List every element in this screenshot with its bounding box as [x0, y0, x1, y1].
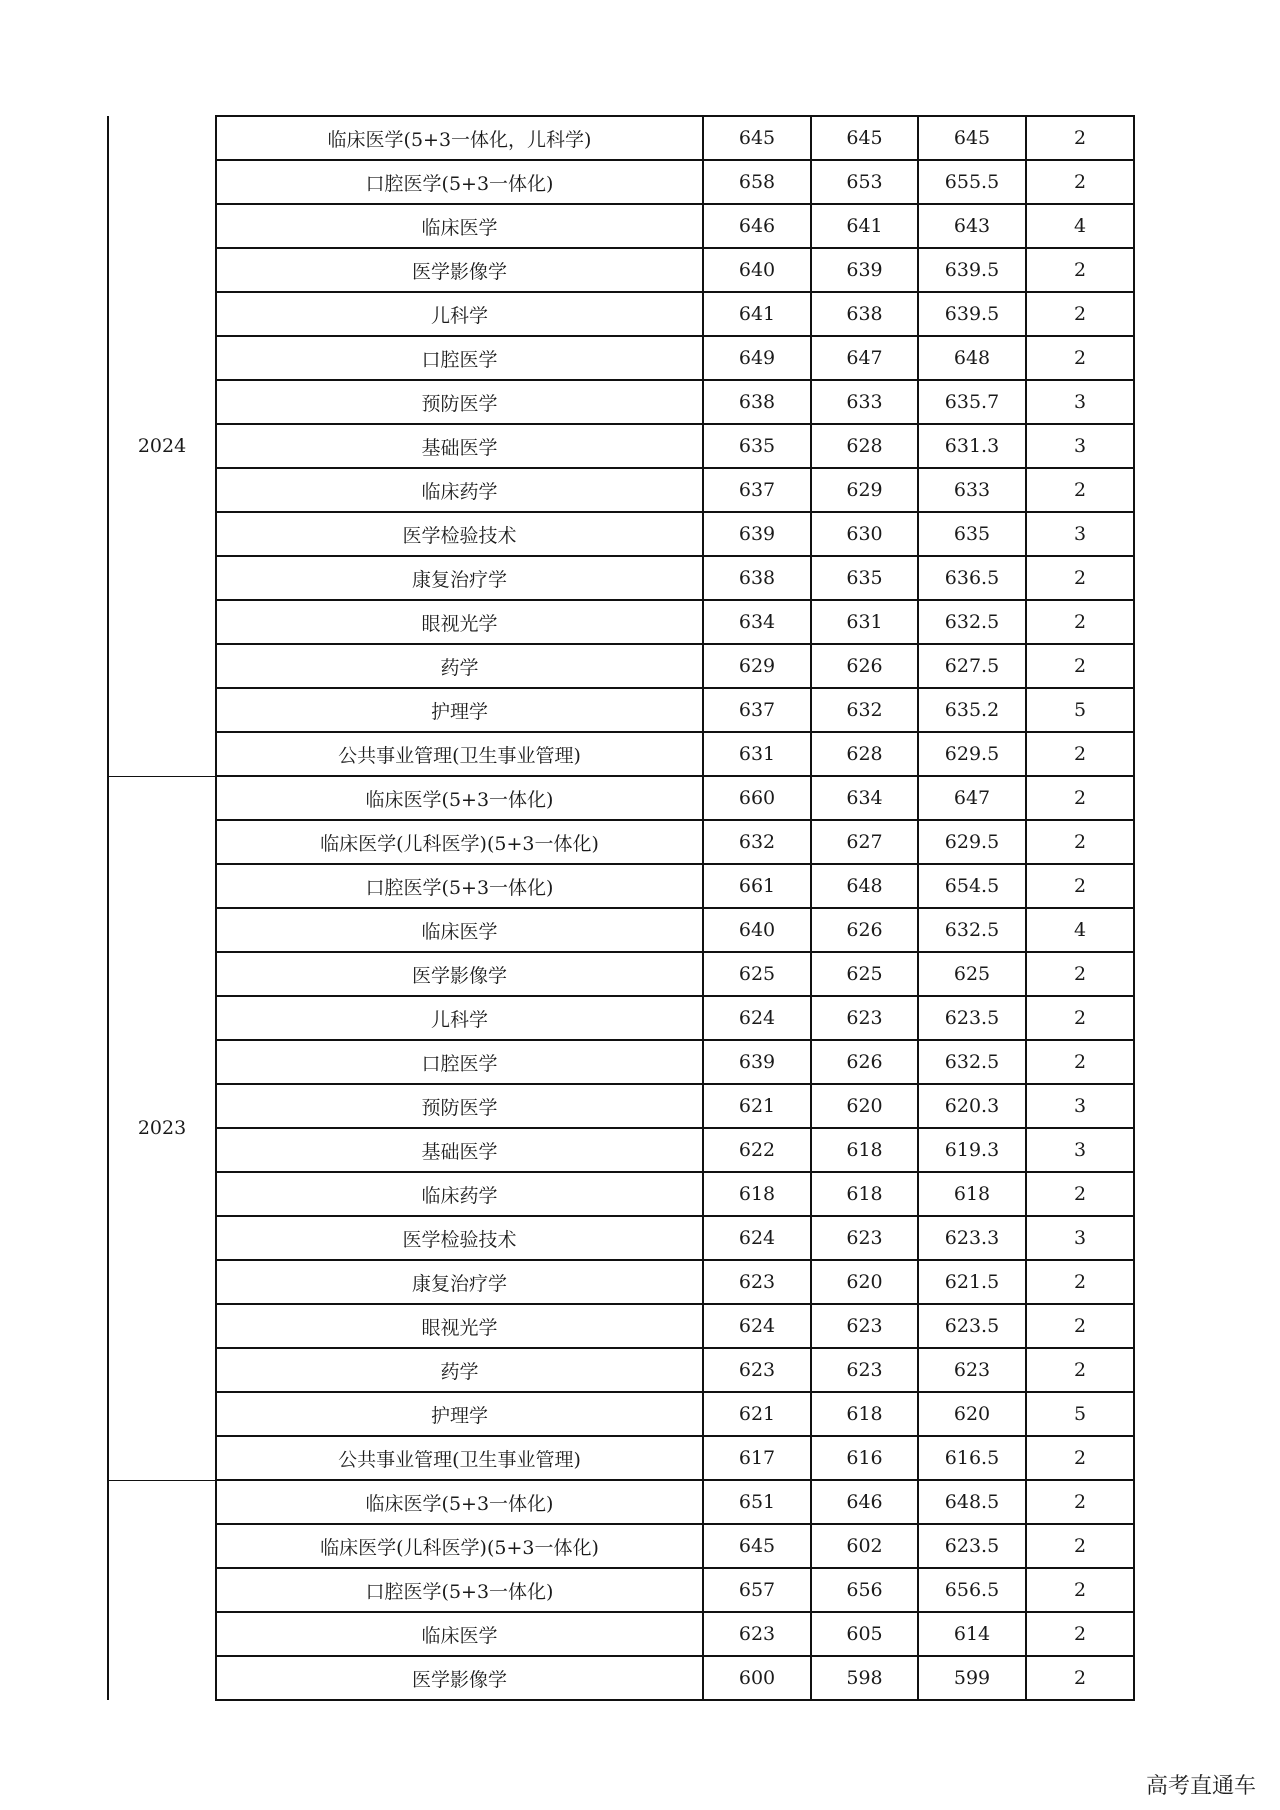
table-row — [108, 1040, 1134, 1084]
table-row — [108, 776, 1134, 820]
highest-score-cell: 624 — [703, 1216, 811, 1260]
average-score-cell: 623.5 — [918, 996, 1026, 1040]
average-score-cell: 623.5 — [918, 1304, 1026, 1348]
average-score-cell: 654.5 — [918, 864, 1026, 908]
average-score-cell: 623.3 — [918, 1216, 1026, 1260]
table-row — [108, 1656, 1134, 1700]
table-row — [108, 1348, 1134, 1392]
watermark-text: 高考直通车 — [1145, 1774, 1256, 1799]
highest-score-cell: 660 — [703, 776, 811, 820]
table-row — [108, 556, 1134, 600]
average-score-cell: 632.5 — [918, 1040, 1026, 1084]
lowest-score-cell: 653 — [811, 160, 918, 204]
table-row — [108, 952, 1134, 996]
lowest-score-cell: 648 — [811, 864, 918, 908]
average-score-cell: 632.5 — [918, 908, 1026, 952]
average-score-cell: 639.5 — [918, 292, 1026, 336]
average-score-cell: 620.3 — [918, 1084, 1026, 1128]
enrollment-cell: 2 — [1026, 1040, 1134, 1084]
average-score-cell: 616.5 — [918, 1436, 1026, 1480]
highest-score-cell: 649 — [703, 336, 811, 380]
table-row — [108, 380, 1134, 424]
table-row — [108, 1524, 1134, 1568]
table-row — [108, 908, 1134, 952]
year-cell: 2023 — [108, 776, 216, 1480]
major-cell: 临床医学(5+3一体化) — [216, 1480, 703, 1524]
major-cell: 医学影像学 — [216, 1656, 703, 1700]
enrollment-cell: 3 — [1026, 512, 1134, 556]
lowest-score-cell: 623 — [811, 996, 918, 1040]
enrollment-cell: 4 — [1026, 204, 1134, 248]
highest-score-cell: 624 — [703, 1304, 811, 1348]
lowest-score-cell: 628 — [811, 424, 918, 468]
major-cell: 护理学 — [216, 688, 703, 732]
highest-score-cell: 631 — [703, 732, 811, 776]
lowest-score-cell: 602 — [811, 1524, 918, 1568]
major-cell: 眼视光学 — [216, 1304, 703, 1348]
enrollment-cell: 2 — [1026, 1304, 1134, 1348]
enrollment-cell: 3 — [1026, 424, 1134, 468]
average-score-cell: 633 — [918, 468, 1026, 512]
major-cell: 儿科学 — [216, 996, 703, 1040]
enrollment-cell: 2 — [1026, 600, 1134, 644]
table-row — [108, 1304, 1134, 1348]
major-cell: 护理学 — [216, 1392, 703, 1436]
table-row — [108, 1128, 1134, 1172]
lowest-score-cell: 618 — [811, 1392, 918, 1436]
average-score-cell: 599 — [918, 1656, 1026, 1700]
lowest-score-cell: 628 — [811, 732, 918, 776]
major-cell: 口腔医学(5+3一体化) — [216, 1568, 703, 1612]
average-score-cell: 631.3 — [918, 424, 1026, 468]
table-row — [108, 116, 1134, 160]
major-cell: 医学检验技术 — [216, 512, 703, 556]
average-score-cell: 647 — [918, 776, 1026, 820]
enrollment-cell: 5 — [1026, 688, 1134, 732]
average-score-cell: 635.2 — [918, 688, 1026, 732]
table-row — [108, 512, 1134, 556]
enrollment-cell: 2 — [1026, 160, 1134, 204]
lowest-score-cell: 630 — [811, 512, 918, 556]
highest-score-cell: 635 — [703, 424, 811, 468]
average-score-cell: 632.5 — [918, 600, 1026, 644]
table-body — [108, 116, 1134, 1700]
year-cell — [108, 1480, 216, 1700]
major-cell: 临床药学 — [216, 1172, 703, 1216]
highest-score-cell: 639 — [703, 512, 811, 556]
highest-score-cell: 651 — [703, 1480, 811, 1524]
average-score-cell: 625 — [918, 952, 1026, 996]
enrollment-cell: 2 — [1026, 1348, 1134, 1392]
average-score-cell: 619.3 — [918, 1128, 1026, 1172]
table-row — [108, 160, 1134, 204]
enrollment-cell: 2 — [1026, 468, 1134, 512]
lowest-score-cell: 629 — [811, 468, 918, 512]
enrollment-cell: 2 — [1026, 116, 1134, 160]
highest-score-cell: 623 — [703, 1260, 811, 1304]
table-row — [108, 864, 1134, 908]
average-score-cell: 618 — [918, 1172, 1026, 1216]
average-score-cell: 648.5 — [918, 1480, 1026, 1524]
major-cell: 口腔医学(5+3一体化) — [216, 864, 703, 908]
lowest-score-cell: 632 — [811, 688, 918, 732]
highest-score-cell: 640 — [703, 248, 811, 292]
table-row — [108, 1084, 1134, 1128]
lowest-score-cell: 634 — [811, 776, 918, 820]
table-row — [108, 1436, 1134, 1480]
table-row — [108, 1612, 1134, 1656]
average-score-cell: 623 — [918, 1348, 1026, 1392]
highest-score-cell: 632 — [703, 820, 811, 864]
lowest-score-cell: 626 — [811, 908, 918, 952]
average-score-cell: 623.5 — [918, 1524, 1026, 1568]
major-cell: 口腔医学 — [216, 1040, 703, 1084]
table-row — [108, 1480, 1134, 1524]
major-cell: 公共事业管理(卫生事业管理) — [216, 732, 703, 776]
enrollment-cell: 2 — [1026, 556, 1134, 600]
table-row — [108, 336, 1134, 380]
average-score-cell: 629.5 — [918, 820, 1026, 864]
highest-score-cell: 600 — [703, 1656, 811, 1700]
table-row — [108, 1568, 1134, 1612]
major-cell: 儿科学 — [216, 292, 703, 336]
lowest-score-cell: 616 — [811, 1436, 918, 1480]
enrollment-cell: 2 — [1026, 776, 1134, 820]
average-score-cell: 627.5 — [918, 644, 1026, 688]
average-score-cell: 643 — [918, 204, 1026, 248]
lowest-score-cell: 635 — [811, 556, 918, 600]
major-cell: 药学 — [216, 644, 703, 688]
major-cell: 基础医学 — [216, 1128, 703, 1172]
enrollment-cell: 2 — [1026, 996, 1134, 1040]
major-cell: 眼视光学 — [216, 600, 703, 644]
highest-score-cell: 640 — [703, 908, 811, 952]
major-cell: 康复治疗学 — [216, 1260, 703, 1304]
highest-score-cell: 645 — [703, 1524, 811, 1568]
highest-score-cell: 638 — [703, 380, 811, 424]
table-row — [108, 424, 1134, 468]
highest-score-cell: 621 — [703, 1084, 811, 1128]
enrollment-cell: 2 — [1026, 1656, 1134, 1700]
lowest-score-cell: 633 — [811, 380, 918, 424]
lowest-score-cell: 639 — [811, 248, 918, 292]
lowest-score-cell: 631 — [811, 600, 918, 644]
average-score-cell: 648 — [918, 336, 1026, 380]
major-cell: 临床医学 — [216, 204, 703, 248]
highest-score-cell: 641 — [703, 292, 811, 336]
lowest-score-cell: 623 — [811, 1216, 918, 1260]
major-cell: 口腔医学(5+3一体化) — [216, 160, 703, 204]
enrollment-cell: 2 — [1026, 1568, 1134, 1612]
table-row — [108, 1260, 1134, 1304]
major-cell: 药学 — [216, 1348, 703, 1392]
enrollment-cell: 5 — [1026, 1392, 1134, 1436]
enrollment-cell: 3 — [1026, 1216, 1134, 1260]
admission-score-table — [107, 115, 1135, 1701]
lowest-score-cell: 618 — [811, 1128, 918, 1172]
enrollment-cell: 2 — [1026, 248, 1134, 292]
table-row — [108, 732, 1134, 776]
highest-score-cell: 661 — [703, 864, 811, 908]
major-cell: 临床医学(5+3一体化，儿科学) — [216, 116, 703, 160]
table-row — [108, 248, 1134, 292]
average-score-cell: 614 — [918, 1612, 1026, 1656]
major-cell: 预防医学 — [216, 1084, 703, 1128]
average-score-cell: 629.5 — [918, 732, 1026, 776]
lowest-score-cell: 618 — [811, 1172, 918, 1216]
highest-score-cell: 624 — [703, 996, 811, 1040]
lowest-score-cell: 626 — [811, 1040, 918, 1084]
highest-score-cell: 629 — [703, 644, 811, 688]
lowest-score-cell: 626 — [811, 644, 918, 688]
highest-score-cell: 637 — [703, 688, 811, 732]
average-score-cell: 656.5 — [918, 1568, 1026, 1612]
table-row — [108, 1172, 1134, 1216]
lowest-score-cell: 647 — [811, 336, 918, 380]
highest-score-cell: 618 — [703, 1172, 811, 1216]
lowest-score-cell: 623 — [811, 1304, 918, 1348]
enrollment-cell: 3 — [1026, 1128, 1134, 1172]
enrollment-cell: 2 — [1026, 1436, 1134, 1480]
enrollment-cell: 2 — [1026, 644, 1134, 688]
table-row — [108, 600, 1134, 644]
average-score-cell: 620 — [918, 1392, 1026, 1436]
highest-score-cell: 621 — [703, 1392, 811, 1436]
enrollment-cell: 2 — [1026, 1260, 1134, 1304]
lowest-score-cell: 620 — [811, 1084, 918, 1128]
highest-score-cell: 638 — [703, 556, 811, 600]
enrollment-cell: 3 — [1026, 380, 1134, 424]
major-cell: 预防医学 — [216, 380, 703, 424]
enrollment-cell: 2 — [1026, 1172, 1134, 1216]
major-cell: 医学检验技术 — [216, 1216, 703, 1260]
lowest-score-cell: 627 — [811, 820, 918, 864]
lowest-score-cell: 605 — [811, 1612, 918, 1656]
average-score-cell: 655.5 — [918, 160, 1026, 204]
average-score-cell: 636.5 — [918, 556, 1026, 600]
average-score-cell: 639.5 — [918, 248, 1026, 292]
lowest-score-cell: 638 — [811, 292, 918, 336]
lowest-score-cell: 646 — [811, 1480, 918, 1524]
enrollment-cell: 2 — [1026, 292, 1134, 336]
highest-score-cell: 645 — [703, 116, 811, 160]
table-row — [108, 688, 1134, 732]
major-cell: 临床医学 — [216, 908, 703, 952]
highest-score-cell: 639 — [703, 1040, 811, 1084]
major-cell: 公共事业管理(卫生事业管理) — [216, 1436, 703, 1480]
table-row — [108, 820, 1134, 864]
major-cell: 口腔医学 — [216, 336, 703, 380]
highest-score-cell: 625 — [703, 952, 811, 996]
enrollment-cell: 2 — [1026, 864, 1134, 908]
lowest-score-cell: 641 — [811, 204, 918, 248]
table-row — [108, 1392, 1134, 1436]
major-cell: 基础医学 — [216, 424, 703, 468]
major-cell: 医学影像学 — [216, 248, 703, 292]
enrollment-cell: 2 — [1026, 336, 1134, 380]
highest-score-cell: 634 — [703, 600, 811, 644]
highest-score-cell: 658 — [703, 160, 811, 204]
enrollment-cell: 3 — [1026, 1084, 1134, 1128]
lowest-score-cell: 656 — [811, 1568, 918, 1612]
year-cell: 2024 — [108, 116, 216, 776]
enrollment-cell: 4 — [1026, 908, 1134, 952]
highest-score-cell: 646 — [703, 204, 811, 248]
enrollment-cell: 2 — [1026, 1480, 1134, 1524]
average-score-cell: 645 — [918, 116, 1026, 160]
lowest-score-cell: 620 — [811, 1260, 918, 1304]
highest-score-cell: 637 — [703, 468, 811, 512]
lowest-score-cell: 623 — [811, 1348, 918, 1392]
major-cell: 医学影像学 — [216, 952, 703, 996]
lowest-score-cell: 645 — [811, 116, 918, 160]
lowest-score-cell: 598 — [811, 1656, 918, 1700]
major-cell: 临床药学 — [216, 468, 703, 512]
highest-score-cell: 623 — [703, 1612, 811, 1656]
table-row — [108, 644, 1134, 688]
enrollment-cell: 2 — [1026, 820, 1134, 864]
enrollment-cell: 2 — [1026, 732, 1134, 776]
major-cell: 临床医学(5+3一体化) — [216, 776, 703, 820]
major-cell: 临床医学(儿科医学)(5+3一体化) — [216, 820, 703, 864]
highest-score-cell: 623 — [703, 1348, 811, 1392]
table-row — [108, 996, 1134, 1040]
average-score-cell: 621.5 — [918, 1260, 1026, 1304]
major-cell: 康复治疗学 — [216, 556, 703, 600]
highest-score-cell: 657 — [703, 1568, 811, 1612]
average-score-cell: 635.7 — [918, 380, 1026, 424]
average-score-cell: 635 — [918, 512, 1026, 556]
major-cell: 临床医学(儿科医学)(5+3一体化) — [216, 1524, 703, 1568]
highest-score-cell: 617 — [703, 1436, 811, 1480]
enrollment-cell: 2 — [1026, 1524, 1134, 1568]
table-row — [108, 1216, 1134, 1260]
major-cell: 临床医学 — [216, 1612, 703, 1656]
enrollment-cell: 2 — [1026, 1612, 1134, 1656]
table-row — [108, 468, 1134, 512]
table-row — [108, 204, 1134, 248]
enrollment-cell: 2 — [1026, 952, 1134, 996]
highest-score-cell: 622 — [703, 1128, 811, 1172]
lowest-score-cell: 625 — [811, 952, 918, 996]
table-row — [108, 292, 1134, 336]
